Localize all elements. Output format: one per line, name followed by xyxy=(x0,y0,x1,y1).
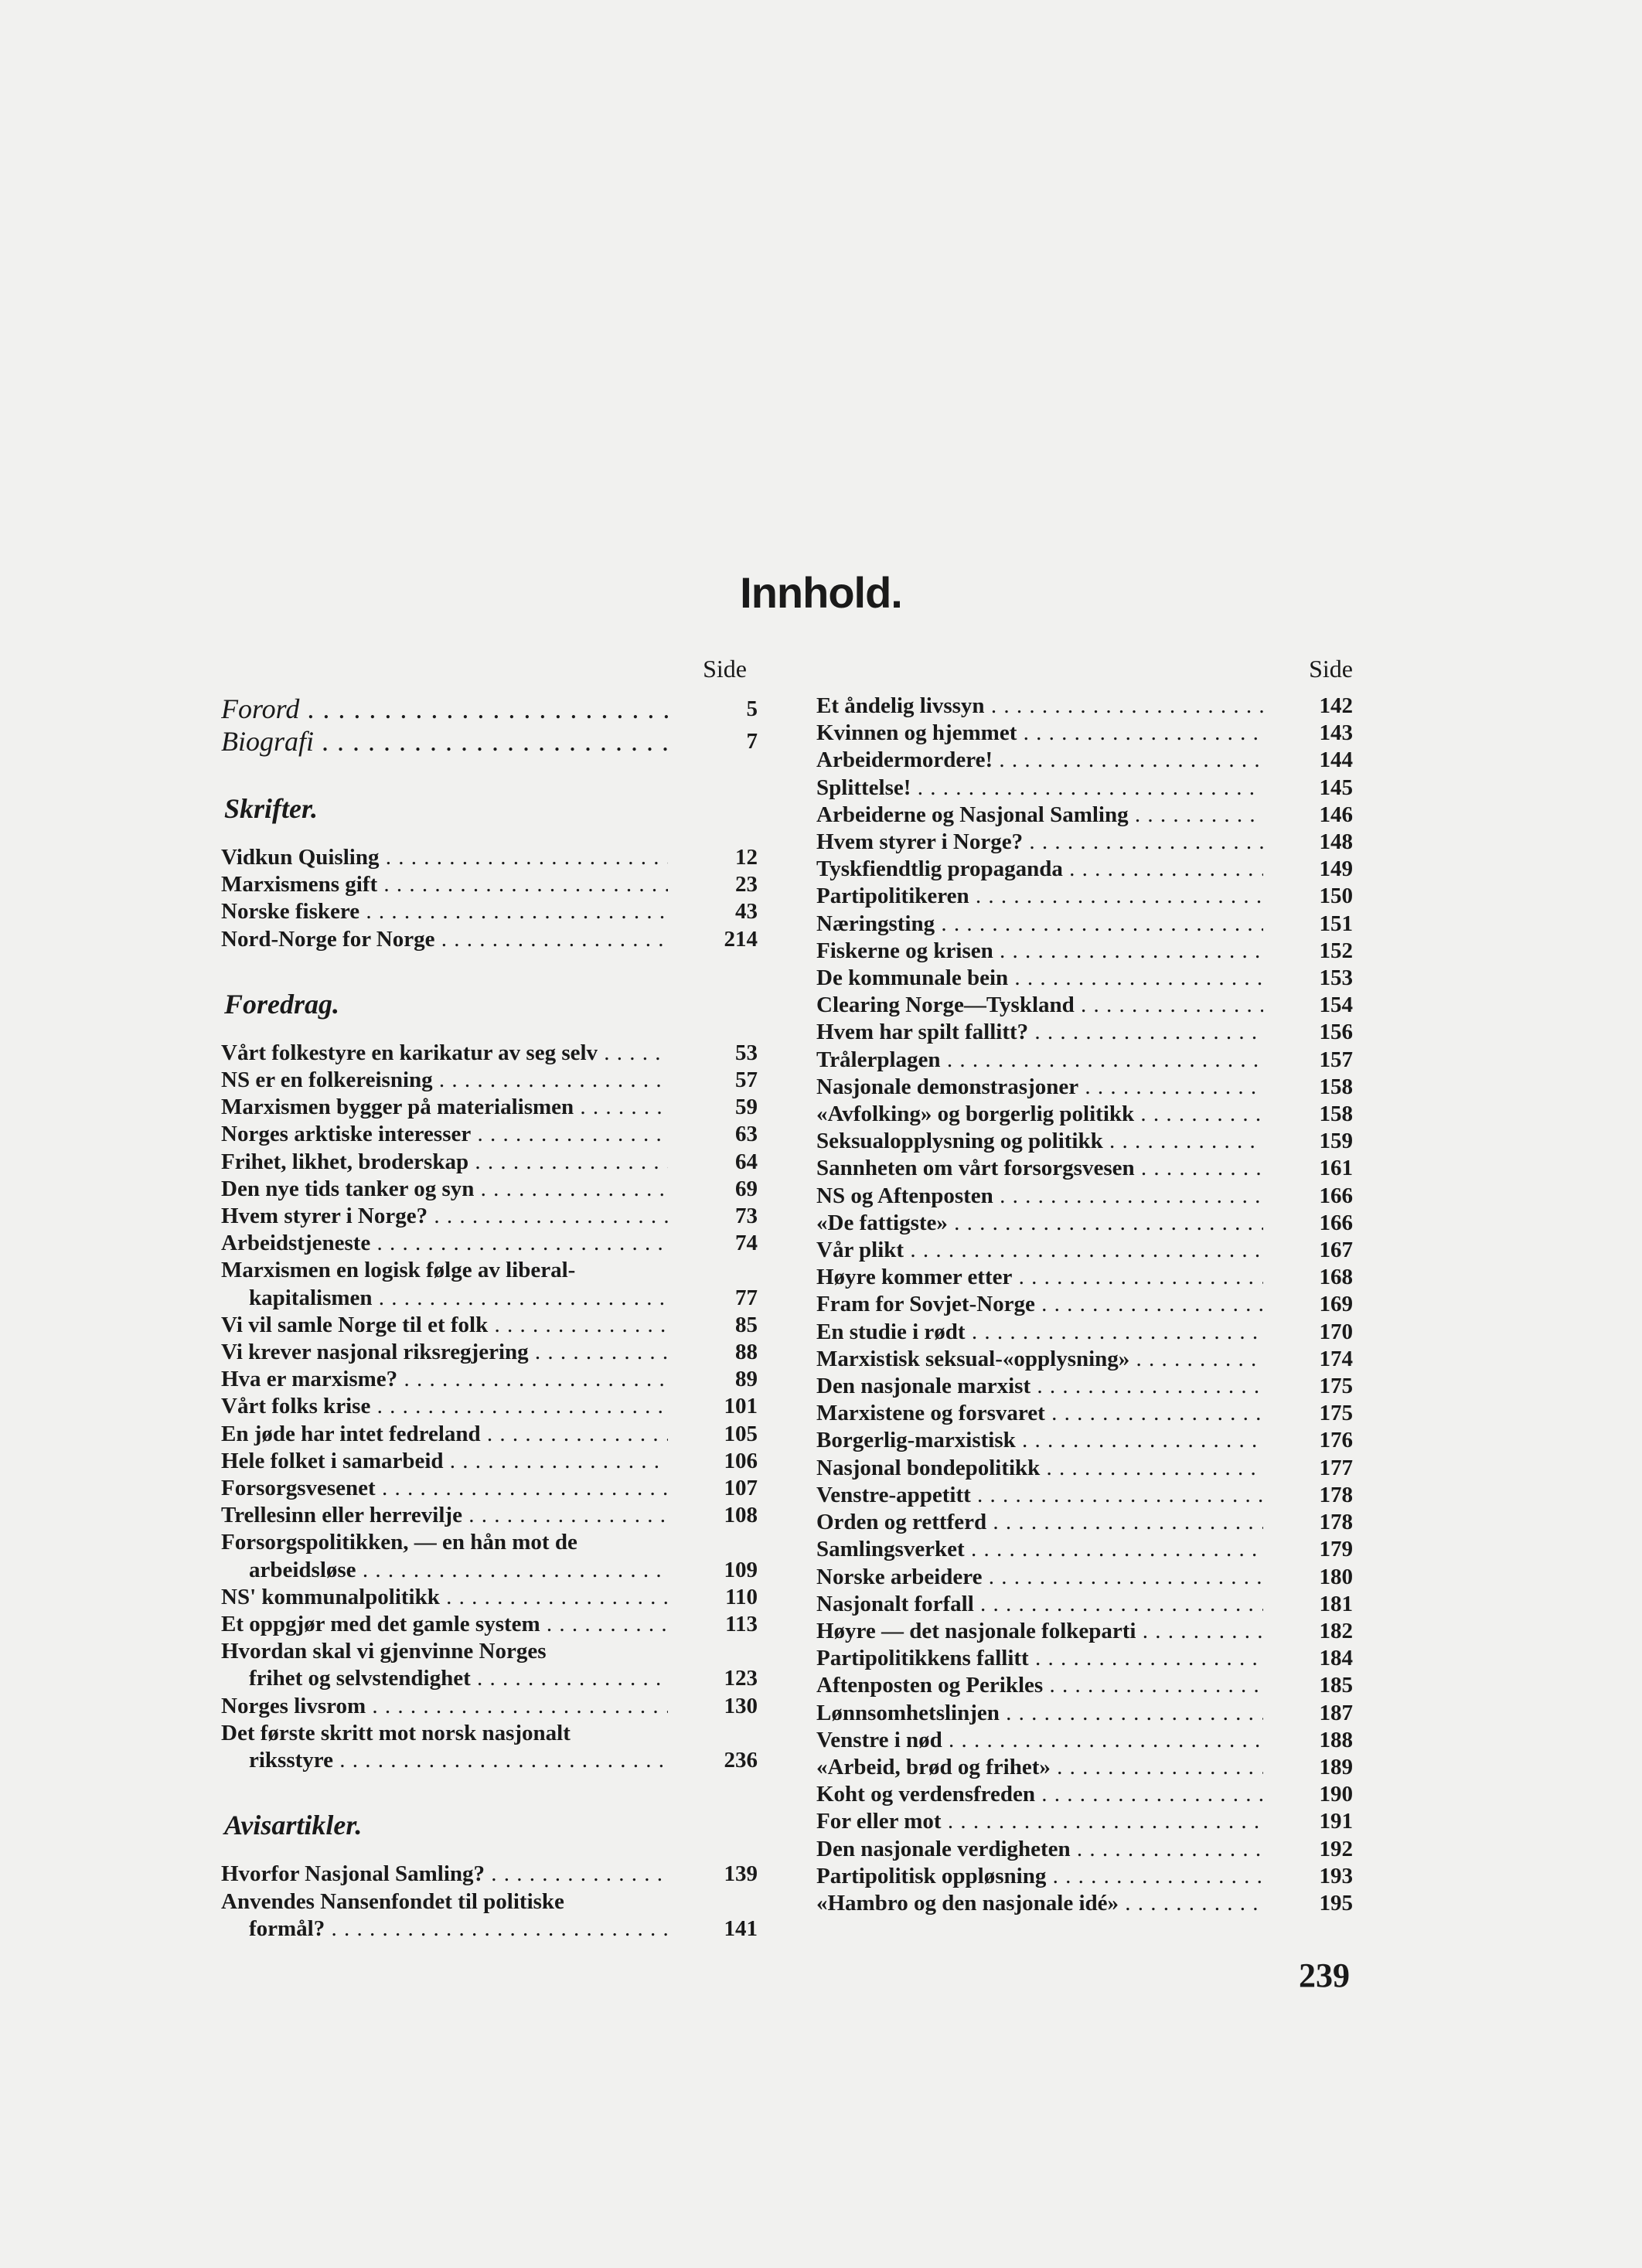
toc-entry-page: 146 xyxy=(1319,802,1353,827)
toc-entry-page: 109 xyxy=(724,1557,758,1582)
toc-entry-title: Nasjonale demonstrasjoner . . . xyxy=(816,1074,1263,1101)
toc-entry-title: Hvem styrer i Norge? . . . xyxy=(221,1203,668,1230)
toc-entry[interactable] xyxy=(221,1312,758,1339)
toc-entry-title-continuation: arbeidsløse . . . xyxy=(221,1557,668,1584)
toc-entry-page: 174 xyxy=(1319,1346,1353,1371)
toc-entry[interactable] xyxy=(816,1455,1353,1482)
toc-entry-title: Den nye tids tanker og syn . . . xyxy=(221,1176,668,1203)
toc-entry-title: «Hambro og den nasjonale idé» . . . xyxy=(816,1890,1263,1917)
toc-entry-title: Nasjonal bondepolitikk . . . xyxy=(816,1455,1263,1482)
toc-entry-page: 139 xyxy=(724,1861,758,1887)
toc-entry-title: Vår plikt . . . xyxy=(816,1237,1263,1264)
toc-section-avisartikler xyxy=(221,1810,758,1943)
toc-entry[interactable] xyxy=(816,747,1353,774)
toc-entry-page: 166 xyxy=(1319,1210,1353,1235)
toc-entry[interactable] xyxy=(221,1638,758,1692)
toc-entry-page: 85 xyxy=(735,1312,758,1337)
toc-entry[interactable] xyxy=(816,1618,1353,1645)
toc-right-column xyxy=(816,654,1353,1917)
toc-entry-page: 77 xyxy=(735,1285,758,1310)
toc-entry[interactable] xyxy=(816,1373,1353,1400)
toc-entry-title: Vi krever nasjonal riksregjering . . . xyxy=(221,1339,668,1366)
toc-entry[interactable] xyxy=(221,926,758,953)
toc-entry-title: Clearing Norge—Tyskland . . . xyxy=(816,992,1263,1019)
toc-entry[interactable] xyxy=(816,1400,1353,1427)
toc-entry[interactable] xyxy=(816,1183,1353,1210)
toc-entry-title: Marxismens gift . . . xyxy=(221,871,668,898)
toc-entry-title: «Avfolking» og borgerlig politikk . . . xyxy=(816,1101,1263,1128)
toc-entry[interactable] xyxy=(221,1861,758,1888)
toc-entry-page: 157 xyxy=(1319,1047,1353,1072)
toc-entry-page: 193 xyxy=(1319,1863,1353,1888)
toc-entry-page: 154 xyxy=(1319,993,1353,1018)
toc-entry[interactable] xyxy=(816,1047,1353,1074)
toc-entry-title: Forsorgsvesenet . . . xyxy=(221,1475,668,1502)
toc-entry-title: Arbeidermordere! . . . xyxy=(816,747,1263,774)
toc-entry[interactable] xyxy=(816,938,1353,965)
toc-entry[interactable] xyxy=(816,1509,1353,1536)
toc-entry-title: Norges arktiske interesser . . . xyxy=(221,1121,668,1148)
toc-entry-title-continuation: frihet og selvstendighet . . . xyxy=(221,1665,668,1692)
toc-entry-page: 108 xyxy=(724,1503,758,1528)
toc-entry-page: 23 xyxy=(735,872,758,897)
page-number: 239 xyxy=(1299,1956,1350,1994)
toc-entry[interactable] xyxy=(221,1475,758,1502)
toc-entry-title: Splittelse! . . . xyxy=(816,775,1263,802)
toc-entry[interactable] xyxy=(221,1176,758,1203)
toc-entry-page: 12 xyxy=(735,845,758,870)
toc-entry[interactable] xyxy=(816,829,1353,856)
toc-section-foredrag xyxy=(221,989,758,1774)
toc-entry-title: Den nasjonale marxist . . . xyxy=(816,1373,1263,1400)
toc-entry[interactable] xyxy=(816,1700,1353,1727)
toc-entry-title: NS og Aftenposten . . . xyxy=(816,1183,1263,1210)
toc-entry-title: «De fattigste» . . . xyxy=(816,1210,1263,1237)
toc-entry-page: 195 xyxy=(1319,1890,1353,1916)
toc-entry[interactable] xyxy=(816,1591,1353,1618)
toc-entry-title-continuation: formål? . . . xyxy=(221,1916,668,1943)
toc-section-skrifter xyxy=(221,793,758,953)
toc-entry-title: Hvorfor Nasjonal Samling? . . . xyxy=(221,1861,668,1888)
toc-entry-title: Marxistisk seksual-«opplysning» . . . xyxy=(816,1346,1263,1373)
toc-entry-page: 179 xyxy=(1319,1537,1353,1562)
toc-entry[interactable] xyxy=(816,1536,1353,1563)
toc-entry-page: 5 xyxy=(746,696,758,721)
toc-entry[interactable] xyxy=(221,725,758,758)
toc-entry-title: Forsorgspolitikken, — en hån mot de xyxy=(221,1530,577,1555)
toc-entry-page: 143 xyxy=(1319,720,1353,746)
toc-entry-title: Aftenposten og Perikles . . . xyxy=(816,1672,1263,1699)
toc-entry-title: Seksualopplysning og politikk . . . xyxy=(816,1128,1263,1155)
toc-entry-list xyxy=(221,1040,758,1774)
toc-entry-title: Trellesinn eller herrevilje . . . xyxy=(221,1502,668,1529)
side-column-header: Side xyxy=(1309,655,1353,683)
toc-entry-page: 153 xyxy=(1319,965,1353,991)
toc-entry-page: 158 xyxy=(1319,1102,1353,1127)
toc-entry-page: 188 xyxy=(1319,1727,1353,1752)
toc-entry-title: Norske arbeidere . . . xyxy=(816,1564,1263,1591)
toc-entry[interactable] xyxy=(221,1230,758,1257)
side-column-header: Side xyxy=(703,655,747,683)
toc-entry[interactable] xyxy=(816,1291,1353,1318)
toc-entry-title: Nasjonalt forfall . . . xyxy=(816,1591,1263,1618)
toc-entry-title: Arbeidstjeneste . . . xyxy=(221,1230,668,1257)
section-heading: Skrifter. xyxy=(224,793,319,824)
toc-entry-title: Vårt folkestyre en karikatur av seg selv . . . xyxy=(221,1040,668,1067)
toc-entry-page: 181 xyxy=(1319,1591,1353,1616)
toc-entry-title: Hele folket i samarbeid . . . xyxy=(221,1448,668,1475)
toc-entry-page: 148 xyxy=(1319,829,1353,855)
toc-entry-page: 178 xyxy=(1319,1482,1353,1507)
toc-entry-page: 142 xyxy=(1319,693,1353,718)
toc-entry[interactable] xyxy=(816,1101,1353,1128)
toc-entry[interactable] xyxy=(221,1529,758,1583)
toc-entry[interactable] xyxy=(816,775,1353,802)
toc-entry-title: Koht og verdensfreden . . . xyxy=(816,1781,1263,1808)
toc-entry-title: Norske fiskere . . . xyxy=(221,898,668,925)
toc-entry[interactable] xyxy=(221,1393,758,1420)
toc-entry-list xyxy=(221,1861,758,1943)
toc-entry[interactable] xyxy=(816,802,1353,829)
toc-entry-page: 123 xyxy=(724,1666,758,1691)
section-heading: Foredrag. xyxy=(224,988,340,1020)
toc-entry-page: 175 xyxy=(1319,1374,1353,1399)
toc-entry-page: 89 xyxy=(735,1367,758,1392)
toc-entry-page: 189 xyxy=(1319,1754,1353,1779)
toc-entry-page: 156 xyxy=(1319,1020,1353,1045)
toc-entry[interactable] xyxy=(816,1237,1353,1264)
toc-entry-page: 53 xyxy=(735,1040,758,1065)
toc-entry-page: 169 xyxy=(1319,1292,1353,1317)
toc-entry-title: Orden og rettferd . . . xyxy=(816,1509,1263,1536)
toc-entry-title: Venstre i nød . . . xyxy=(816,1727,1263,1754)
toc-entry-page: 69 xyxy=(735,1176,758,1201)
toc-entry-title: Den nasjonale verdigheten . . . xyxy=(816,1836,1263,1863)
toc-entry-page: 110 xyxy=(725,1584,758,1609)
toc-entry[interactable] xyxy=(816,1754,1353,1781)
toc-entry-page: 88 xyxy=(735,1340,758,1365)
toc-entry-page: 236 xyxy=(724,1748,758,1773)
toc-entry[interactable] xyxy=(221,871,758,898)
toc-entry-page: 105 xyxy=(724,1421,758,1446)
toc-entry[interactable] xyxy=(816,1155,1353,1182)
toc-entry-title: Vidkun Quisling . . . xyxy=(221,844,668,871)
toc-entry-title: Partipolitikkens fallitt . . . xyxy=(816,1645,1263,1672)
toc-intro-group xyxy=(221,693,758,758)
toc-entry-title: Næringsting . . . xyxy=(816,911,1263,938)
toc-entry-page: 177 xyxy=(1319,1455,1353,1480)
toc-entry-title: Norges livsrom . . . xyxy=(221,1693,668,1720)
toc-entry-title-continuation: riksstyre . . . xyxy=(221,1747,668,1774)
toc-entry-title: Samlingsverket . . . xyxy=(816,1536,1263,1563)
toc-entry[interactable] xyxy=(221,844,758,871)
toc-entry[interactable] xyxy=(221,1257,758,1311)
toc-entry-title: Høyre — det nasjonale folkeparti . . . xyxy=(816,1618,1263,1645)
toc-entry-page: 187 xyxy=(1319,1700,1353,1725)
toc-entry[interactable] xyxy=(221,1067,758,1094)
toc-entry-title: Marxistene og forsvaret . . . xyxy=(816,1400,1263,1427)
toc-entry[interactable] xyxy=(816,1727,1353,1754)
toc-entry[interactable] xyxy=(221,1720,758,1774)
toc-entry[interactable] xyxy=(816,1346,1353,1373)
toc-entry-page: 175 xyxy=(1319,1401,1353,1426)
toc-entry-title: For eller mot . . . xyxy=(816,1808,1263,1835)
toc-entry-title: Et åndelig livssyn . . . xyxy=(816,693,1263,720)
toc-entry-title: En studie i rødt . . . xyxy=(816,1319,1263,1346)
toc-entry-title: Hva er marxisme? . . . xyxy=(221,1366,668,1393)
toc-entry-title: De kommunale bein . . . xyxy=(816,965,1263,992)
toc-entry[interactable] xyxy=(221,1203,758,1230)
toc-entry-title: Fram for Sovjet-Norge . . . xyxy=(816,1291,1263,1318)
toc-entry-page: 170 xyxy=(1319,1319,1353,1344)
toc-entry-title: En jøde har intet fedreland . . . xyxy=(221,1421,668,1448)
toc-entry[interactable] xyxy=(816,1482,1353,1509)
toc-entry-page: 214 xyxy=(724,926,758,952)
toc-entry-title: Tyskfiendtlig propaganda . . . xyxy=(816,856,1263,883)
toc-entry[interactable] xyxy=(221,898,758,925)
toc-entry[interactable] xyxy=(221,1339,758,1366)
toc-entry-page: 74 xyxy=(735,1231,758,1256)
toc-entry[interactable] xyxy=(221,1584,758,1611)
toc-entry-page: 101 xyxy=(724,1394,758,1419)
toc-entry-title: Nord-Norge for Norge . . . xyxy=(221,926,668,953)
toc-entry-page: 64 xyxy=(735,1149,758,1174)
toc-entry-title: Biografi . . . xyxy=(221,725,668,758)
toc-entry[interactable] xyxy=(221,1421,758,1448)
toc-entry-page: 113 xyxy=(725,1612,758,1637)
toc-entry-page: 59 xyxy=(735,1095,758,1120)
toc-entry-page: 158 xyxy=(1319,1074,1353,1099)
toc-entry-title: Kvinnen og hjemmet . . . xyxy=(816,720,1263,747)
toc-entry[interactable] xyxy=(816,965,1353,992)
toc-entry-page: 190 xyxy=(1319,1782,1353,1807)
toc-entry-title: Det første skritt mot norsk nasjonalt xyxy=(221,1720,571,1745)
toc-entry-title: Anvendes Nansenfondet til politiske xyxy=(221,1888,564,1914)
toc-entry-title: Arbeiderne og Nasjonal Samling . . . xyxy=(816,802,1263,829)
toc-entry-page: 106 xyxy=(724,1448,758,1473)
toc-entry-title: Borgerlig-marxistisk . . . xyxy=(816,1427,1263,1454)
toc-entry-title: Et oppgjør med det gamle system . . . xyxy=(221,1611,668,1638)
toc-entry-page: 141 xyxy=(724,1916,758,1941)
toc-entry[interactable] xyxy=(816,1319,1353,1346)
toc-entry[interactable] xyxy=(816,1672,1353,1699)
toc-entry[interactable] xyxy=(221,693,758,725)
toc-entry-title: Marxismen en logisk følge av liberal- xyxy=(221,1258,576,1283)
toc-entry-page: 130 xyxy=(724,1693,758,1718)
toc-entry-title: NS' kommunalpolitikk . . . xyxy=(221,1584,668,1611)
toc-entry[interactable] xyxy=(816,911,1353,938)
toc-entry[interactable] xyxy=(816,992,1353,1019)
toc-left-column xyxy=(221,654,758,1978)
toc-entry-page: 192 xyxy=(1319,1836,1353,1861)
toc-entry-title: Hvordan skal vi gjenvinne Norges xyxy=(221,1639,547,1664)
toc-entry[interactable] xyxy=(816,1645,1353,1672)
toc-entry-title: Fiskerne og krisen . . . xyxy=(816,938,1263,965)
toc-entry[interactable] xyxy=(816,1074,1353,1101)
toc-entry-title: Hvem styrer i Norge? . . . xyxy=(816,829,1263,856)
toc-entry-page: 63 xyxy=(735,1122,758,1147)
toc-entry-title: Frihet, likhet, broderskap . . . xyxy=(221,1149,668,1176)
toc-entry[interactable] xyxy=(816,1128,1353,1155)
toc-entry[interactable] xyxy=(221,1149,758,1176)
toc-entry[interactable] xyxy=(816,856,1353,883)
toc-entry[interactable] xyxy=(816,1564,1353,1591)
toc-entry[interactable] xyxy=(221,1502,758,1529)
toc-entry-page: 73 xyxy=(735,1204,758,1229)
toc-entry-page: 7 xyxy=(746,729,758,754)
toc-entry[interactable] xyxy=(816,883,1353,910)
toc-entry-page: 185 xyxy=(1319,1673,1353,1698)
toc-entry-list xyxy=(816,693,1353,1917)
toc-entry-page: 57 xyxy=(735,1068,758,1093)
toc-entry[interactable] xyxy=(221,1040,758,1067)
toc-entry[interactable] xyxy=(221,1366,758,1393)
toc-entry-page: 184 xyxy=(1319,1646,1353,1671)
toc-entry-page: 150 xyxy=(1319,884,1353,909)
toc-entry-title-continuation: kapitalismen . . . xyxy=(221,1285,668,1312)
toc-entry-page: 144 xyxy=(1319,747,1353,773)
toc-entry[interactable] xyxy=(816,1781,1353,1808)
toc-entry-title: Lønnsomhetslinjen . . . xyxy=(816,1700,1263,1727)
toc-entry[interactable] xyxy=(221,1094,758,1121)
toc-entry-page: 176 xyxy=(1319,1428,1353,1453)
toc-entry[interactable] xyxy=(816,720,1353,747)
toc-entry-title: NS er en folkereisning . . . xyxy=(221,1067,668,1094)
toc-entry-title: Forord . . . xyxy=(221,693,668,725)
toc-entry-title: Partipolitikeren . . . xyxy=(816,883,1263,910)
toc-entry-title: Partipolitisk oppløsning . . . xyxy=(816,1863,1263,1890)
toc-entry-page: 152 xyxy=(1319,938,1353,963)
toc-entry-list xyxy=(221,844,758,953)
toc-entry[interactable] xyxy=(816,1836,1353,1863)
toc-entry-page: 180 xyxy=(1319,1564,1353,1589)
toc-entry-title: Vi vil samle Norge til et folk . . . xyxy=(221,1312,668,1339)
toc-entry-page: 191 xyxy=(1319,1809,1353,1834)
toc-entry-title: Marxismen bygger på materialismen . . . xyxy=(221,1094,668,1121)
toc-entry[interactable] xyxy=(221,1611,758,1638)
toc-entry-page: 168 xyxy=(1319,1265,1353,1290)
toc-entry-page: 167 xyxy=(1319,1238,1353,1263)
toc-entry-page: 159 xyxy=(1319,1129,1353,1154)
toc-entry[interactable] xyxy=(816,1210,1353,1237)
toc-entry-page: 107 xyxy=(724,1476,758,1501)
toc-entry-page: 161 xyxy=(1319,1156,1353,1181)
toc-entry[interactable] xyxy=(221,1121,758,1148)
toc-entry[interactable] xyxy=(816,1019,1353,1046)
toc-entry-title: Hvem har spilt fallitt? . . . xyxy=(816,1019,1263,1046)
toc-entry-page: 151 xyxy=(1319,911,1353,936)
toc-entry[interactable] xyxy=(816,1808,1353,1835)
toc-entry-page: 43 xyxy=(735,899,758,925)
toc-entry[interactable] xyxy=(816,1264,1353,1291)
toc-entry[interactable] xyxy=(221,1888,758,1943)
toc-entry-title: Høyre kommer etter . . . xyxy=(816,1264,1263,1291)
toc-entry-title: Trålerplagen . . . xyxy=(816,1047,1263,1074)
toc-entry-page: 178 xyxy=(1319,1510,1353,1535)
toc-entry-title: «Arbeid, brød og frihet» . . . xyxy=(816,1754,1263,1781)
toc-entry-page: 149 xyxy=(1319,856,1353,882)
page-title: Innhold. xyxy=(740,568,902,617)
toc-entry[interactable] xyxy=(816,1427,1353,1454)
toc-entry-title: Vårt folks krise . . . xyxy=(221,1393,668,1420)
toc-entry-title: Sannheten om vårt forsorgsvesen . . . xyxy=(816,1155,1263,1182)
toc-entry-page: 145 xyxy=(1319,775,1353,800)
toc-entry-page: 182 xyxy=(1319,1618,1353,1643)
toc-entry[interactable] xyxy=(816,1890,1353,1917)
toc-entry-title: Venstre-appetitt . . . xyxy=(816,1482,1263,1509)
toc-entry-page: 166 xyxy=(1319,1183,1353,1208)
toc-entry[interactable] xyxy=(816,693,1353,720)
toc-entry[interactable] xyxy=(221,1693,758,1720)
toc-entry[interactable] xyxy=(221,1448,758,1475)
toc-entry[interactable] xyxy=(816,1863,1353,1890)
section-heading: Avisartikler. xyxy=(224,1810,363,1841)
